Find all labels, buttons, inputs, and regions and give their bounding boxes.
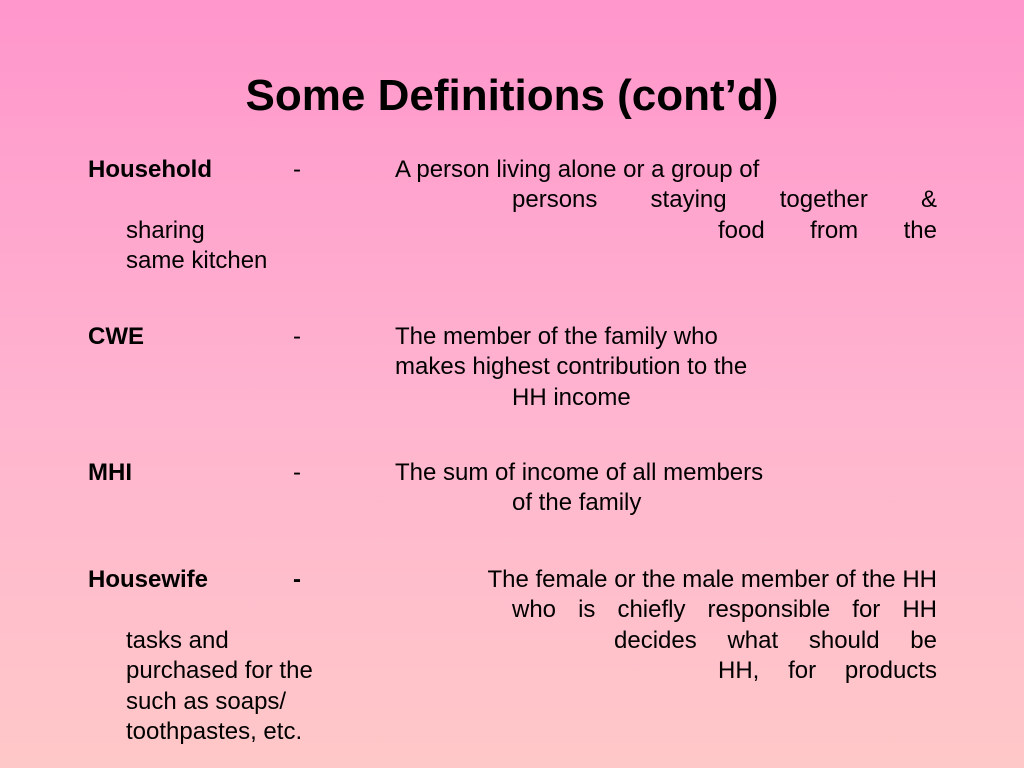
term-dash: - bbox=[293, 323, 301, 350]
term-dash: - bbox=[293, 459, 301, 486]
definition-word: for bbox=[852, 596, 881, 623]
definition-word: together bbox=[779, 186, 868, 213]
term-housewife: Housewife bbox=[88, 566, 209, 593]
definition-line: toothpastes, etc. bbox=[126, 718, 303, 745]
slide-title: Some Definitions (cont’d) bbox=[245, 71, 779, 120]
definition-word: HH bbox=[902, 596, 937, 623]
term-household: Household bbox=[88, 156, 212, 183]
definition-line: such as soaps/ bbox=[126, 688, 287, 715]
definition-line: The sum of income of all members bbox=[395, 459, 764, 486]
definition-line: purchased for the bbox=[126, 657, 313, 684]
definition-word: the bbox=[903, 217, 937, 244]
definition-line: HH income bbox=[512, 384, 631, 411]
definition-line-justified bbox=[512, 595, 937, 625]
definition-line: A person living alone or a group of bbox=[395, 156, 760, 183]
definition-word: chiefly bbox=[617, 596, 686, 623]
definition-word: who bbox=[512, 596, 557, 623]
definition-line: sharing bbox=[126, 217, 205, 244]
definition-word: is bbox=[578, 596, 596, 623]
definition-word: persons bbox=[512, 186, 598, 213]
definition-line: tasks and bbox=[126, 627, 229, 654]
definition-line-justified bbox=[718, 656, 937, 686]
definition-line: makes highest contribution to the bbox=[395, 353, 748, 380]
term-mhi: MHI bbox=[88, 459, 132, 486]
definition-line-justified bbox=[512, 185, 937, 215]
definition-word: HH, bbox=[718, 657, 760, 684]
term-cwe: CWE bbox=[88, 323, 144, 350]
definition-word: & bbox=[920, 186, 937, 213]
definition-word: responsible bbox=[707, 596, 831, 623]
definition-word: be bbox=[910, 627, 937, 654]
definition-word: products bbox=[844, 657, 937, 684]
definition-word: should bbox=[808, 627, 880, 654]
definition-word: food bbox=[718, 217, 765, 244]
definition-word: what bbox=[727, 627, 779, 654]
definition-word: from bbox=[810, 217, 859, 244]
definition-line-justified bbox=[614, 626, 937, 656]
definition-line: The female or the male member of the HH bbox=[487, 566, 937, 593]
definition-line: same kitchen bbox=[126, 247, 268, 274]
term-dash: - bbox=[293, 566, 301, 593]
term-dash: - bbox=[293, 156, 301, 183]
definition-word: staying bbox=[650, 186, 727, 213]
definition-line: The member of the family who bbox=[395, 323, 718, 350]
definition-word: decides bbox=[614, 627, 697, 654]
definition-word: for bbox=[788, 657, 817, 684]
definition-line: of the family bbox=[512, 489, 642, 516]
definition-line-justified bbox=[718, 216, 937, 246]
